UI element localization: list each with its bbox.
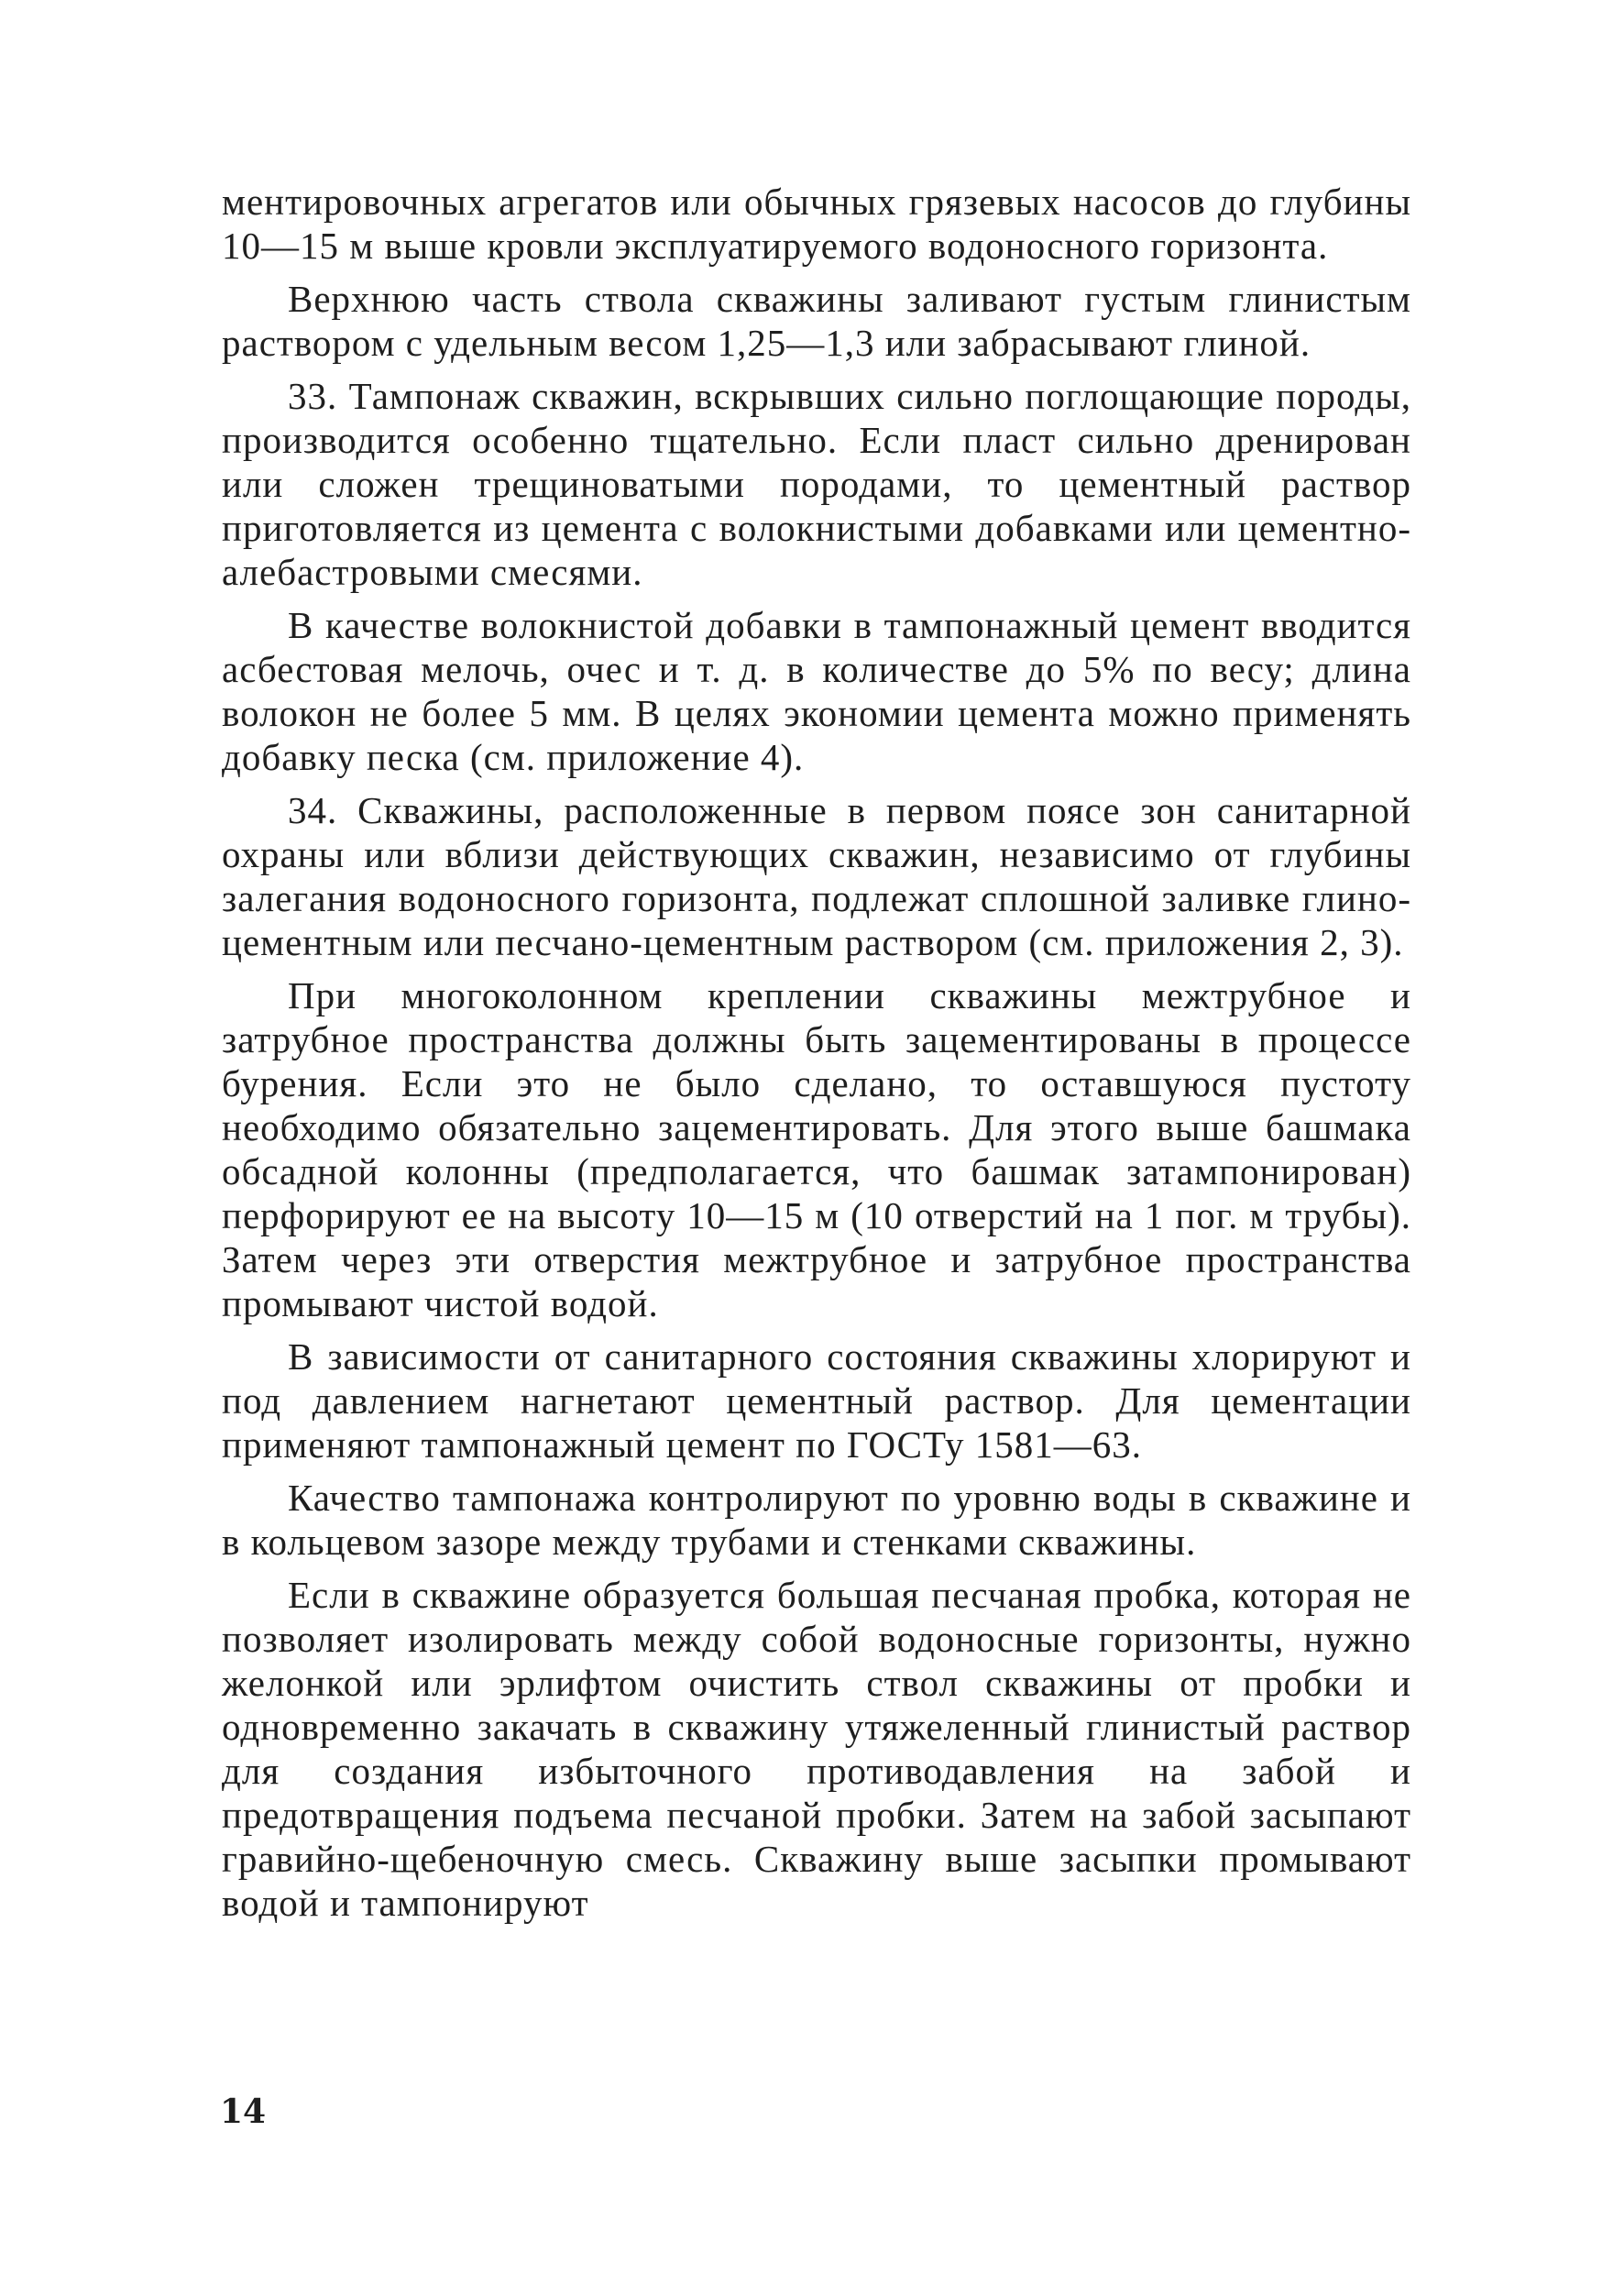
paragraph: В качестве волокнистой добавки в тампонажный цемент вводится асбестовая мелочь, очес и т. д. в количестве до 5% по весу; длина волокон не более 5 мм. В целях экономии цемента можно применять добавку песка (см. приложение 4). [222,604,1411,778]
paragraph-continuation: ментировочных агрегатов или обычных грязевых насосов до глубины 10—15 м выше кровли эксплуатируемого водоносного горизонта. [222,181,1411,267]
paragraph: При многоколонном креплении скважины межтрубное и затрубное пространства должны быть зацементированы в процессе бурения. Если это не было сделано, то оставшуюся пустоту необходимо обязательно зацементировать. Для этого выше башмака обсадной колонны (предполагается, что башмак затампонирован) перфорируют ее на высоту 10—15 м (10 отверстий на 1 пог. м трубы). Затем через эти отверстия межтрубное и затрубное пространства промывают чистой водой. [222,974,1411,1324]
paragraph: Верхнюю часть ствола скважины заливают густым глинистым раствором с удельным весом 1,25—1,3 или забрасывают глиной. [222,278,1411,364]
paragraph: В зависимости от санитарного состояния скважины хлорируют и под давлением нагнетают цементный раствор. Для цементации применяют тампонажный цемент по ГОСТу 1581—63. [222,1335,1411,1466]
paragraph-item-34: 34. Скважины, расположенные в первом поясе зон санитарной охраны или вблизи действующих скважин, независимо от глубины залегания водоносного горизонта, подлежат сплошной заливке глино-цементным или песчано-цементным раствором (см. приложения 2, 3). [222,789,1411,963]
page-number: 14 [220,2093,267,2131]
paragraph-item-33: 33. Тампонаж скважин, вскрывших сильно поглощающие породы, производится особенно тщательно. Если пласт сильно дренирован или сложен трещиноватыми породами, то цементный раствор приготовляется из цемента с волокнистыми добавками или цементно-алебастровыми смесями. [222,375,1411,593]
paragraph: Качество тампонажа контролируют по уровню воды в скважине и в кольцевом зазоре между трубами и стенками скважины. [222,1477,1411,1563]
body-text [222,180,1411,1934]
paragraph: Если в скважине образуется большая песчаная пробка, которая не позволяет изолировать между собой водоносные горизонты, нужно желонкой или эрлифтом очистить ствол скважины от пробки и одновременно закачать в скважину утяжеленный глинистый раствор для создания избыточного противодавления на забой и предотвращения подъема песчаной пробки. Затем на забой засыпают гравийно-щебеночную смесь. Скважину выше засыпки промывают водой и тампонируют [222,1574,1411,1924]
